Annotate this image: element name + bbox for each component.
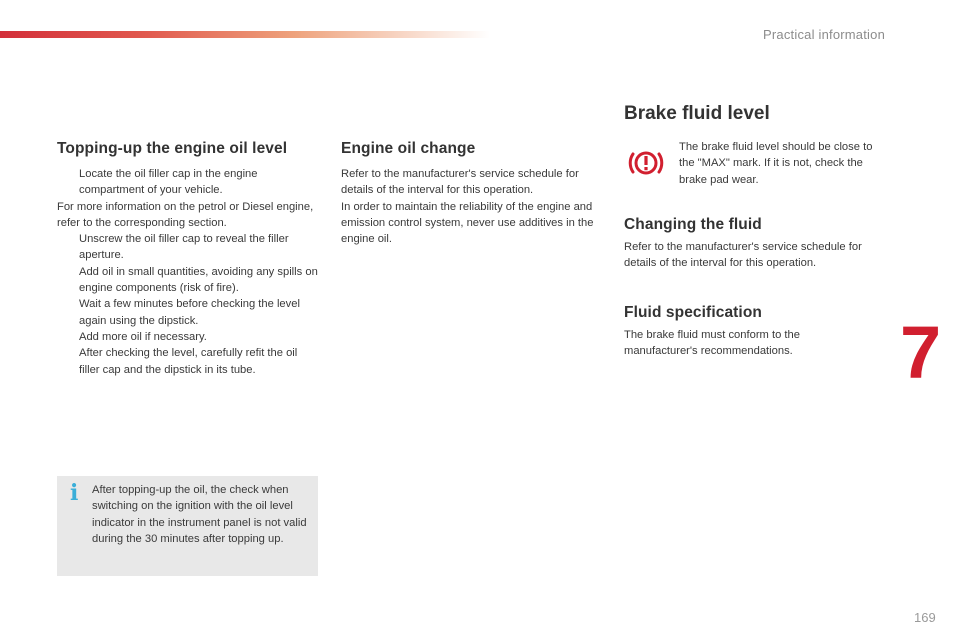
fluid-spec-text: The brake fluid must conform to the manufacturer's recommendations.: [624, 329, 800, 358]
fluid-spec-title: Fluid specification: [624, 304, 762, 321]
list-item: [57, 264, 319, 297]
paragraph: In order to maintain the reliability of the engine and emission control system, never use additives in the engine oil.: [341, 200, 594, 246]
list-item: [57, 296, 319, 329]
oil-change-section: [341, 140, 597, 247]
brake-warning-icon: [628, 145, 664, 181]
paragraph: For more information on the petrol or Diesel engine, refer to the corresponding section.: [57, 200, 314, 229]
header-color-bar: [0, 31, 490, 38]
list-item: [57, 329, 319, 345]
list-item: [57, 166, 319, 199]
brake-fluid-intro: The brake fluid level should be close to the "MAX" mark. If it is not, check the brake pad wear.: [679, 141, 873, 186]
info-note-text: After topping-up the oil, the check when switching on the ignition with the oil level indicator in the instrument panel is not valid during the 30 minutes after topping up.: [92, 484, 307, 545]
brake-fluid-section: [624, 103, 884, 125]
list-item-text: Locate the oil filler cap in the engine compartment of your vehicle.: [79, 168, 258, 197]
topping-up-section: [57, 140, 319, 378]
page-number: 169: [914, 610, 936, 625]
topping-up-body: [57, 166, 319, 378]
list-item-text: Add more oil if necessary.: [79, 330, 207, 343]
section-label: Practical information: [763, 27, 885, 42]
oil-change-title: Engine oil change: [341, 140, 476, 157]
list-item: [57, 345, 319, 378]
info-icon: i: [70, 480, 79, 506]
changing-fluid-text: Refer to the manufacturer's service schedule for details of the interval for this operation.: [624, 241, 862, 270]
paragraph: Refer to the manufacturer's service schedule for details of the interval for this operation.: [341, 168, 579, 197]
list-item-text: Wait a few minutes before checking the level again using the dipstick.: [79, 298, 300, 327]
brake-fluid-title: Brake fluid level: [624, 103, 770, 124]
changing-fluid-title: Changing the fluid: [624, 216, 762, 233]
list-item: [57, 231, 319, 264]
topping-up-title: Topping-up the engine oil level: [57, 140, 288, 157]
list-item-text: After checking the level, carefully refit the oil filler cap and the dipstick in its tube.: [79, 347, 298, 376]
list-item-text: Add oil in small quantities, avoiding any spills on engine components (risk of fire).: [79, 265, 318, 295]
list-item-text: Unscrew the oil filler cap to reveal the filler aperture.: [79, 233, 289, 262]
chapter-number: 7: [900, 311, 942, 394]
